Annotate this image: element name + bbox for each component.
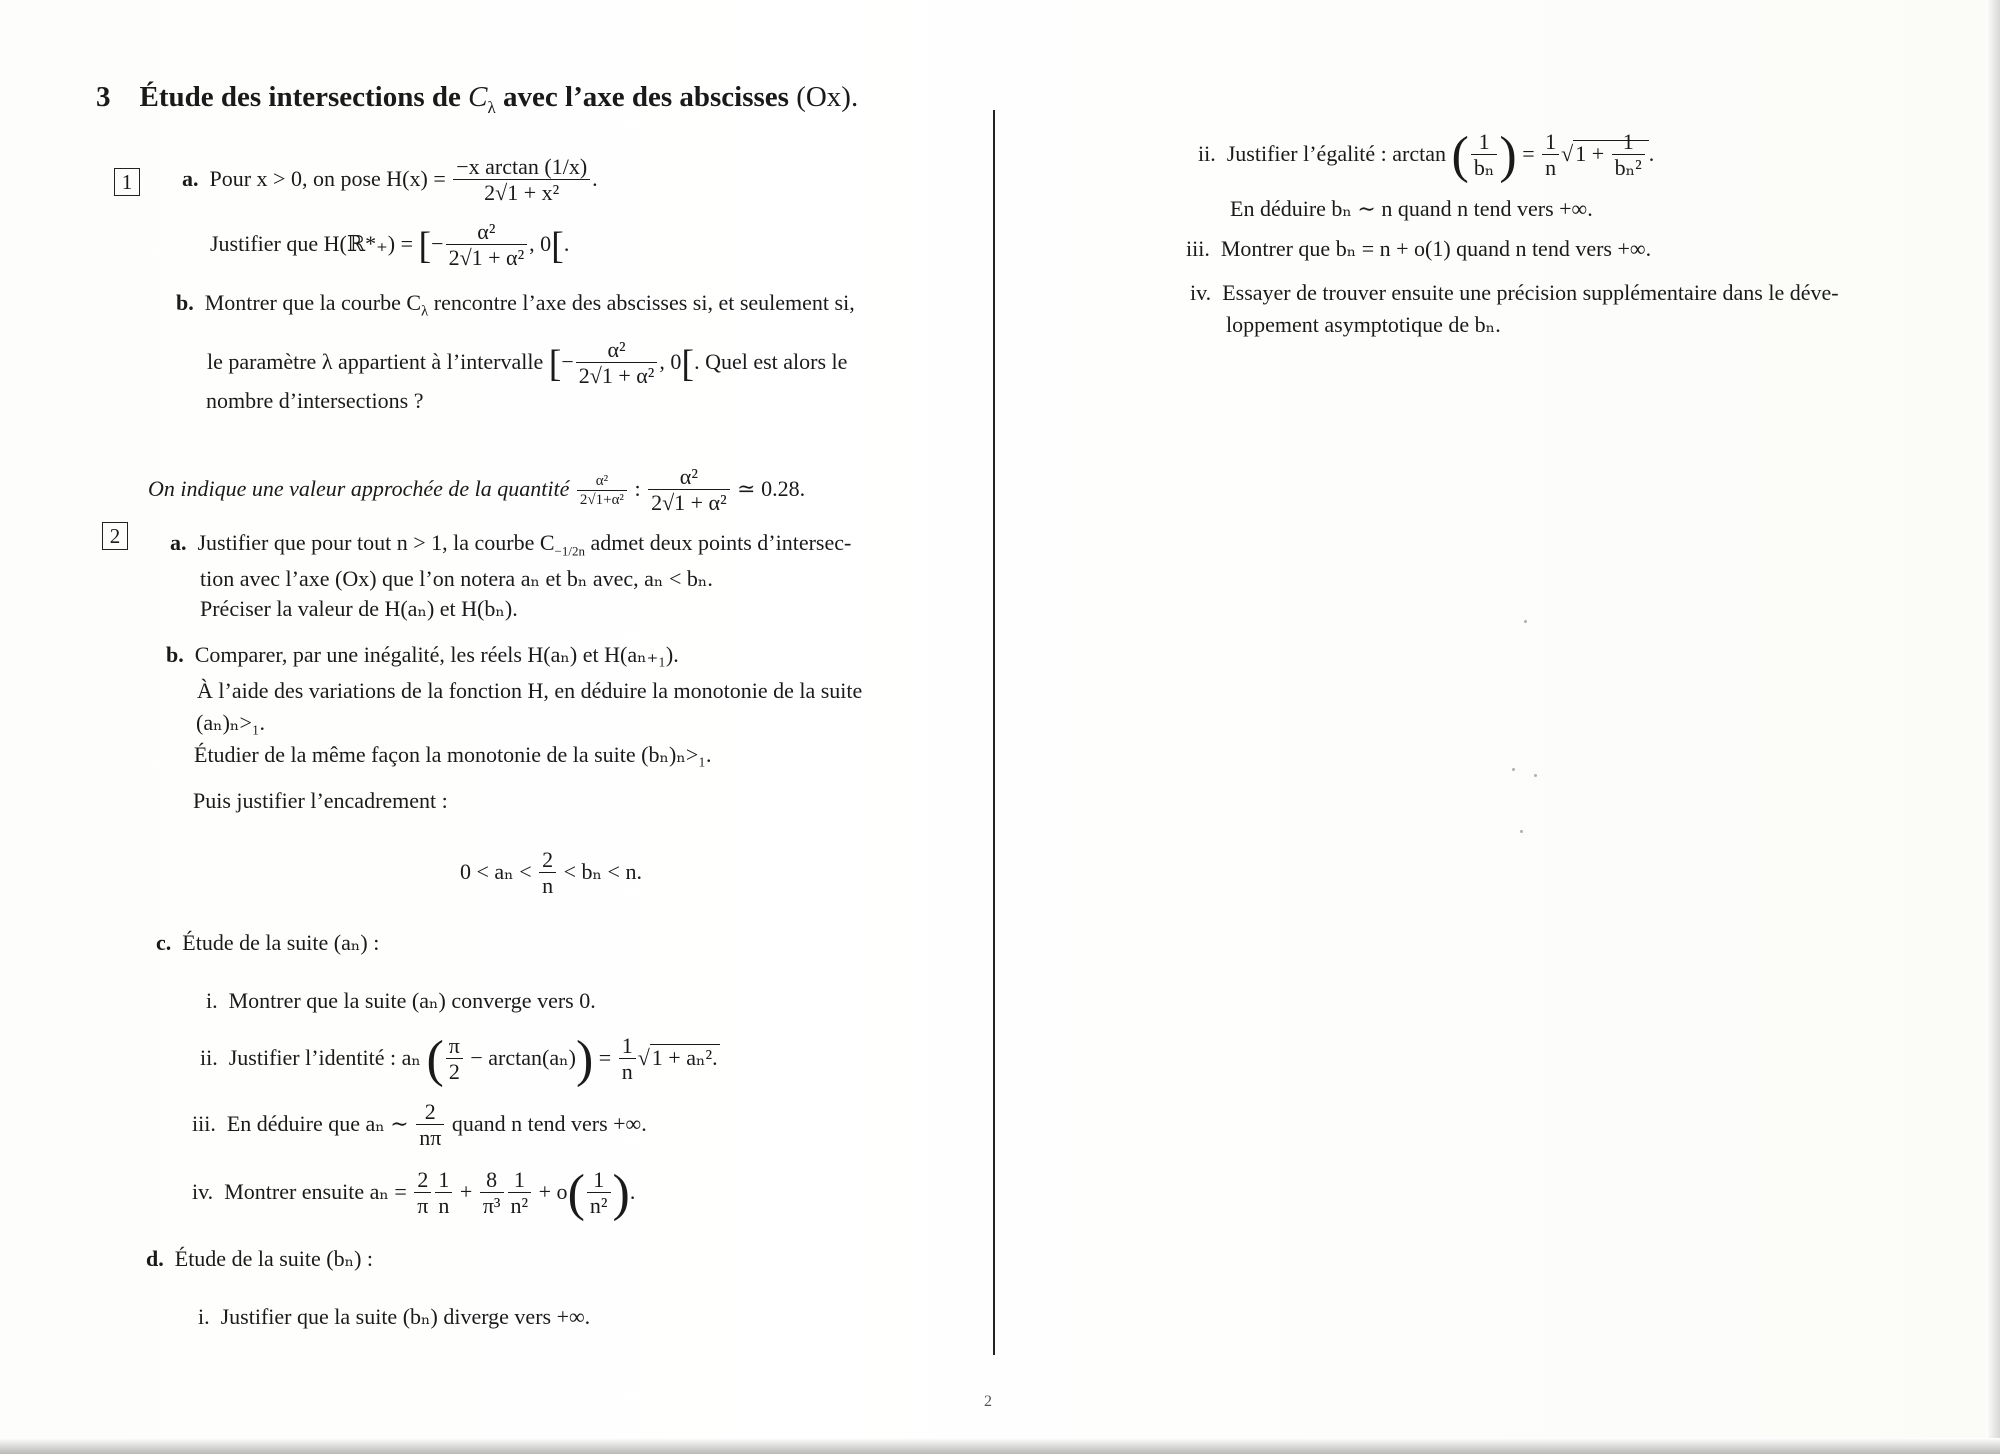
question-number: 2 [102,522,128,550]
scan-speck [1520,830,1523,833]
q2-d-i-text: Justifier que la suite (bₙ) diverge vers +∞. [220,1304,591,1329]
section-heading [96,80,858,118]
radicand-term: 1 + [1575,141,1605,167]
q2-c-iii-rest: quand n tend vers +∞. [451,1110,647,1136]
bracket-left: [ [418,224,432,267]
item-label: b. [166,642,184,667]
numerator: 2 [417,1167,429,1193]
interval-end: , 0 [529,230,552,256]
item-label: a. [182,165,199,191]
numerator: α² [595,473,609,490]
numerator: 1 [1478,129,1490,155]
denominator: 2 [446,1058,463,1085]
q2-c-ii-text: Justifier l’identité : aₙ [228,1045,421,1071]
q2-c-iv-text: Montrer ensuite aₙ = [224,1179,407,1205]
right-ii-text: Justifier l’égalité : arctan [1226,141,1447,167]
denominator: bₙ [1471,154,1498,181]
right-iv-line2: loppement asymptotique de bₙ. [1226,312,1501,337]
fraction [414,1168,431,1220]
question-2-box [102,522,128,550]
fraction [435,1168,452,1220]
q1-b-line2: le paramètre λ appartient à l’intervalle [− $\frac{\text{α²}}{\text{2√1 + α²}}$ , 0[. Quel est alors le [207,337,848,389]
right-iv-text: Essayer de trouver ensuite une précision supplémentaire dans le déve- [1222,280,1839,305]
fraction [1542,130,1559,182]
denominator: n² [587,1192,611,1219]
q2-a-text-rest: admet deux points d’intersec- [584,530,852,555]
bracket-right: [ [551,224,564,267]
q1-a-line2: Justifier que H(ℝ*₊) = [− $\frac{\text{α²}}{\text{2√1 + α²}}$ , 0[. [210,219,570,271]
q1-b-text: Montrer que la courbe C [204,290,422,315]
right-iv [1190,280,1839,306]
q2-a-line3: Préciser la valeur de H(aₙ) et H(bₙ). [200,596,518,621]
page-number: 2 [984,1393,992,1410]
numerator: α² [607,337,626,362]
radicand: 1 + aₙ². [651,1045,718,1071]
item-label: ii. [1198,141,1216,167]
colon: : [634,475,641,501]
paren-left: ( [426,1031,444,1088]
equals: = [1522,141,1535,167]
denominator: n [539,872,556,899]
denominator: n [1542,154,1559,181]
fraction [508,1168,532,1220]
fraction [587,1168,611,1220]
q2-c-iii-text: En déduire que aₙ ∼ [226,1110,409,1136]
section-number: 3 [96,81,111,113]
item-label: i. [198,1304,210,1329]
denominator: 2√1+α² [577,490,627,509]
bracket-right: [ [681,342,695,385]
scan-speck [1524,620,1527,623]
q2-d-i [198,1304,590,1330]
q2-b-line2: À l’aide des variations de la fonction H, en déduire la monotonie de la suite [197,678,863,703]
approx-value: ≃ 0.28. [737,475,806,501]
subscript: λ [421,303,429,320]
bracket-left: [ [548,342,562,385]
numerator: α² [679,464,698,489]
denominator: n² [508,1192,532,1219]
q1-a-justify: Justifier que H(ℝ*₊) = [210,230,413,256]
q1-b-text-end: . Quel est alors le [694,348,848,374]
q2-c-text: Étude de la suite (aₙ) : [182,930,380,955]
item-label: i. [206,988,218,1013]
numerator: α² [477,219,496,244]
item-label: b. [176,290,194,315]
item-label: a. [170,530,187,555]
ineq-right: < bₙ < n. [563,858,642,884]
inequality [460,848,642,900]
q2-b-line1 [166,642,679,668]
little-o: + o [538,1179,568,1205]
paren-right: ) [575,1031,594,1088]
fraction [446,220,528,272]
denominator: n [435,1192,452,1219]
q2-d-title [146,1246,373,1272]
fraction [648,465,730,517]
right-iii-text: Montrer que bₙ = n + o(1) quand n tend vers +∞. [1220,236,1652,261]
q1-b-line1 [176,290,855,320]
denominator: 2√1 + α² [648,489,730,516]
item-label: ii. [200,1045,218,1071]
numerator: 2 [424,1099,436,1124]
q1-a-line1: a. Pour x > 0, on pose H(x) = $\frac{\text{−x arctan (1/x)}}{\text{2√1 + x²}}$ . [182,154,598,206]
arctan-term: − arctan(aₙ) [470,1045,576,1071]
fraction [576,338,658,390]
section-title-rest: avec l’axe des abscisses [495,81,797,113]
note-text: On indique une valeur approchée de la quantité [148,475,570,501]
small-fraction [577,473,627,509]
q2-a-text: Justifier que pour tout n > 1, la courbe C [197,530,555,555]
q1-b-text: le paramètre λ appartient à l’intervalle [207,348,544,374]
ineq-left: 0 < aₙ < [460,858,532,884]
q2-c-i [206,988,596,1014]
q2-d-text: Étude de la suite (bₙ) : [174,1246,374,1271]
page-bottom-shadow [0,1438,2000,1454]
q1-b-text-rest: rencontre l’axe des abscisses si, et seulement si, [428,290,855,315]
plus: + [459,1179,473,1205]
q2-a-line2: tion avec l’axe (Ox) que l’on notera aₙ et bₙ avec, aₙ < bₙ. [200,566,713,591]
q2-c-i-text: Montrer que la suite (aₙ) converge vers 0. [228,988,596,1013]
numerator: 1 [438,1167,450,1193]
fraction [480,1168,504,1220]
denominator: bₙ² [1612,154,1645,181]
subscript: −1/2n [554,543,585,559]
denominator: nπ [416,1124,444,1151]
fraction [1471,130,1498,182]
item-label: iii. [1186,236,1210,261]
denominator: 2√1 + x² [453,179,590,206]
q2-c-iii [192,1100,647,1152]
q2-c-ii: ii. Justifier l’identité : aₙ ( $\frac{\pi}{2}$ − arctan(aₙ)) = $\frac{1}{n}$ √1 + aₙ². [200,1031,718,1088]
item-label: iv. [1190,280,1212,305]
item-label: d. [146,1246,164,1271]
fraction [453,155,590,207]
curve-symbol: C [468,81,488,113]
denominator: π [414,1192,431,1219]
numerator: π [448,1033,460,1059]
q2-b-line5: Puis justifier l’encadrement : [193,788,448,813]
right-iii [1186,236,1651,262]
scan-speck [1512,768,1515,771]
page-edge-shadow [1986,0,2000,1454]
question-1-box [114,168,140,196]
numerator: 2 [542,847,554,872]
right-ii-line2: En déduire bₙ ∼ n quand n tend vers +∞. [1230,196,1593,221]
radicand [1573,129,1649,181]
fraction [446,1034,463,1086]
denominator: n [619,1058,636,1085]
q1-b-line3: nombre d’intersections ? [206,388,424,413]
question-number: 1 [114,168,140,196]
item-label: c. [156,930,172,955]
item-label: iii. [192,1110,216,1136]
numerator: −x arctan (1/x) [456,154,588,179]
numerator: 1 [1545,129,1557,155]
paren-left: ( [567,1165,585,1222]
q2-b-line3: (aₙ)ₙ>₁. [196,710,266,735]
q2-b-text: Comparer, par une inégalité, les réels H(aₙ) et H(aₙ₊₁). [194,642,679,667]
axis-name: (Ox). [796,81,859,113]
right-ii: ii. Justifier l’égalité : arctan ( $\frac{1}{\text{bₙ}}$ ) = $\frac{1}{n}$ √1 + $\frac{1}{\text{bₙ²}}$ . [1198,127,1655,184]
q2-a-line1 [170,530,851,559]
fraction [416,1100,444,1152]
paren-left: ( [1451,127,1469,184]
denominator: 2√1 + α² [576,362,658,389]
denominator: 2√1 + α² [446,244,528,271]
numerator: 1 [513,1167,525,1193]
scan-speck [1534,774,1537,777]
curve-subscript: λ [487,97,496,117]
paren-right: ) [1499,127,1517,184]
fraction [619,1034,636,1086]
q2-b-line4: Étudier de la même façon la monotonie de la suite (bₙ)ₙ>₁. [194,742,712,767]
q2-c-title [156,930,379,956]
q2-c-iv: iv. Montrer ensuite aₙ = $\frac{2}{\pi}$ $\frac{1}{n}$ + $\frac{8}{\text{π³}}$ $\frac{1}{\text{n²}}$ + o( $\frac{1}{\text{n²}}$ ). [192,1165,636,1222]
numerator: 8 [486,1167,498,1193]
section-title: Étude des intersections de [139,81,461,113]
approximation-note [148,465,805,517]
fraction [1612,130,1645,182]
numerator: 1 [1622,129,1634,155]
numerator: 1 [593,1167,605,1193]
q1-a-text: Pour x > 0, on pose H(x) = [209,165,446,191]
column-divider [993,110,995,1355]
paren-right: ) [612,1165,630,1222]
numerator: 1 [621,1033,633,1059]
denominator: π³ [480,1192,504,1219]
item-label: iv. [192,1179,214,1205]
equals: = [598,1045,612,1071]
fraction [539,848,556,900]
